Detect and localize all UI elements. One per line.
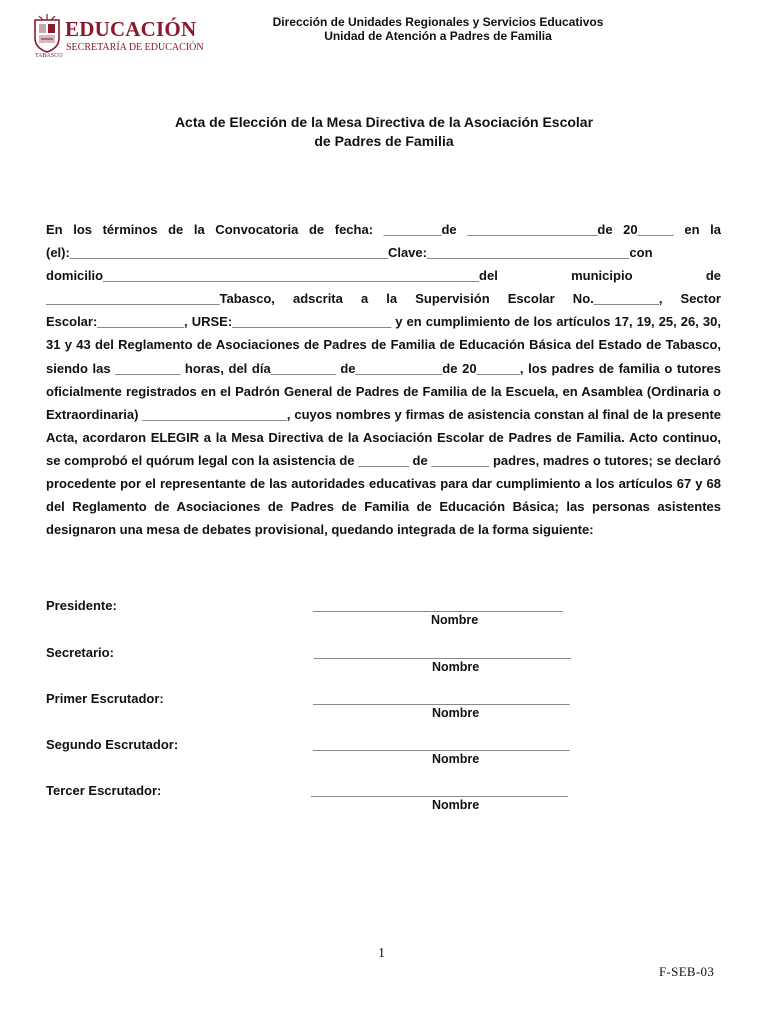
header-institution [268, 15, 608, 43]
signature-caption: Nombre [432, 798, 480, 812]
signature-label: Secretario: [46, 645, 114, 660]
signature-caption: Nombre [431, 613, 479, 627]
signature-label: Presidente: [46, 598, 117, 613]
header-line-2: Unidad de Atención a Padres de Familia [324, 29, 552, 43]
header-line-1: Dirección de Unidades Regionales y Servicios Educativos [272, 15, 604, 29]
signature-president [46, 598, 726, 632]
signature-line: _____________________________________ [314, 645, 571, 660]
signature-caption: Nombre [432, 752, 480, 766]
coat-of-arms-icon [33, 14, 61, 54]
signature-secretary [46, 645, 726, 679]
document-title [100, 113, 668, 151]
signature-line: _____________________________________ [313, 691, 570, 706]
signature-label: Segundo Escrutador: [46, 737, 179, 752]
page-number: 1 [378, 946, 385, 961]
signature-line: _____________________________________ [313, 737, 570, 752]
education-logo [33, 14, 223, 62]
document-title-line-2: de Padres de Familia [314, 133, 454, 149]
logo-subtitle: SECRETARÍA DE EDUCACIÓN [66, 42, 204, 53]
signature-label: Primer Escrutador: [46, 691, 164, 706]
logo-state: TABASCO [35, 53, 63, 59]
signature-line: ____________________________________ [313, 598, 563, 613]
signature-caption: Nombre [432, 706, 480, 720]
body-paragraph: En los términos de la Convocatoria de fecha: ________de __________________de 20_____ en la (el):____________________________________________Clave:____________________________con domicilio____________________________________________________del municipio de ________________________Tabasco, adscrita a la Supervisión Escolar No._________, Sector Escolar:____________, URSE:______________________ y en cumplimiento de los artículos 17, 19, 25, 26, 30, 31 y 43 del Reglamento de Asociaciones de Padres de Familia de Educación Básica del Estado de Tabasco, siendo las _________ horas, del día_________ de____________de 20______, los padres de familia o tutores oficialmente registrados en el Padrón General de Padres de Familia de la Escuela, en Asamblea (Ordinaria o Extraordinaria) ____________________, cuyos nombres y firmas de asistencia constan al final de la presente Acta, acordaron ELEGIR a la Mesa Directiva de la Asociación Escolar de Padres de Familia. Acto continuo, se comprobó el quórum legal con la asistencia de _______ de ________ padres, madres o tutores; se declaró procedente por el representante de las autoridades educativas para dar cumplimiento a los artículos 67 y 68 del Reglamento de Asociaciones de Padres de Familia de Educación Básica; las personas asistentes designaron una mesa de debates provisional, quedando integrada de la forma siguiente: [46, 222, 721, 538]
signature-second-scrutineer [46, 737, 726, 771]
signature-label: Tercer Escrutador: [46, 783, 162, 798]
signature-first-scrutineer [46, 691, 726, 725]
signature-third-scrutineer [46, 783, 726, 817]
signature-line: _____________________________________ [311, 783, 568, 798]
form-code: F-SEB-03 [659, 964, 715, 979]
signature-caption: Nombre [432, 660, 480, 674]
document-title-line-1: Acta de Elección de la Mesa Directiva de la Asociación Escolar [174, 114, 594, 130]
logo-title: EDUCACIÓN [65, 17, 197, 41]
